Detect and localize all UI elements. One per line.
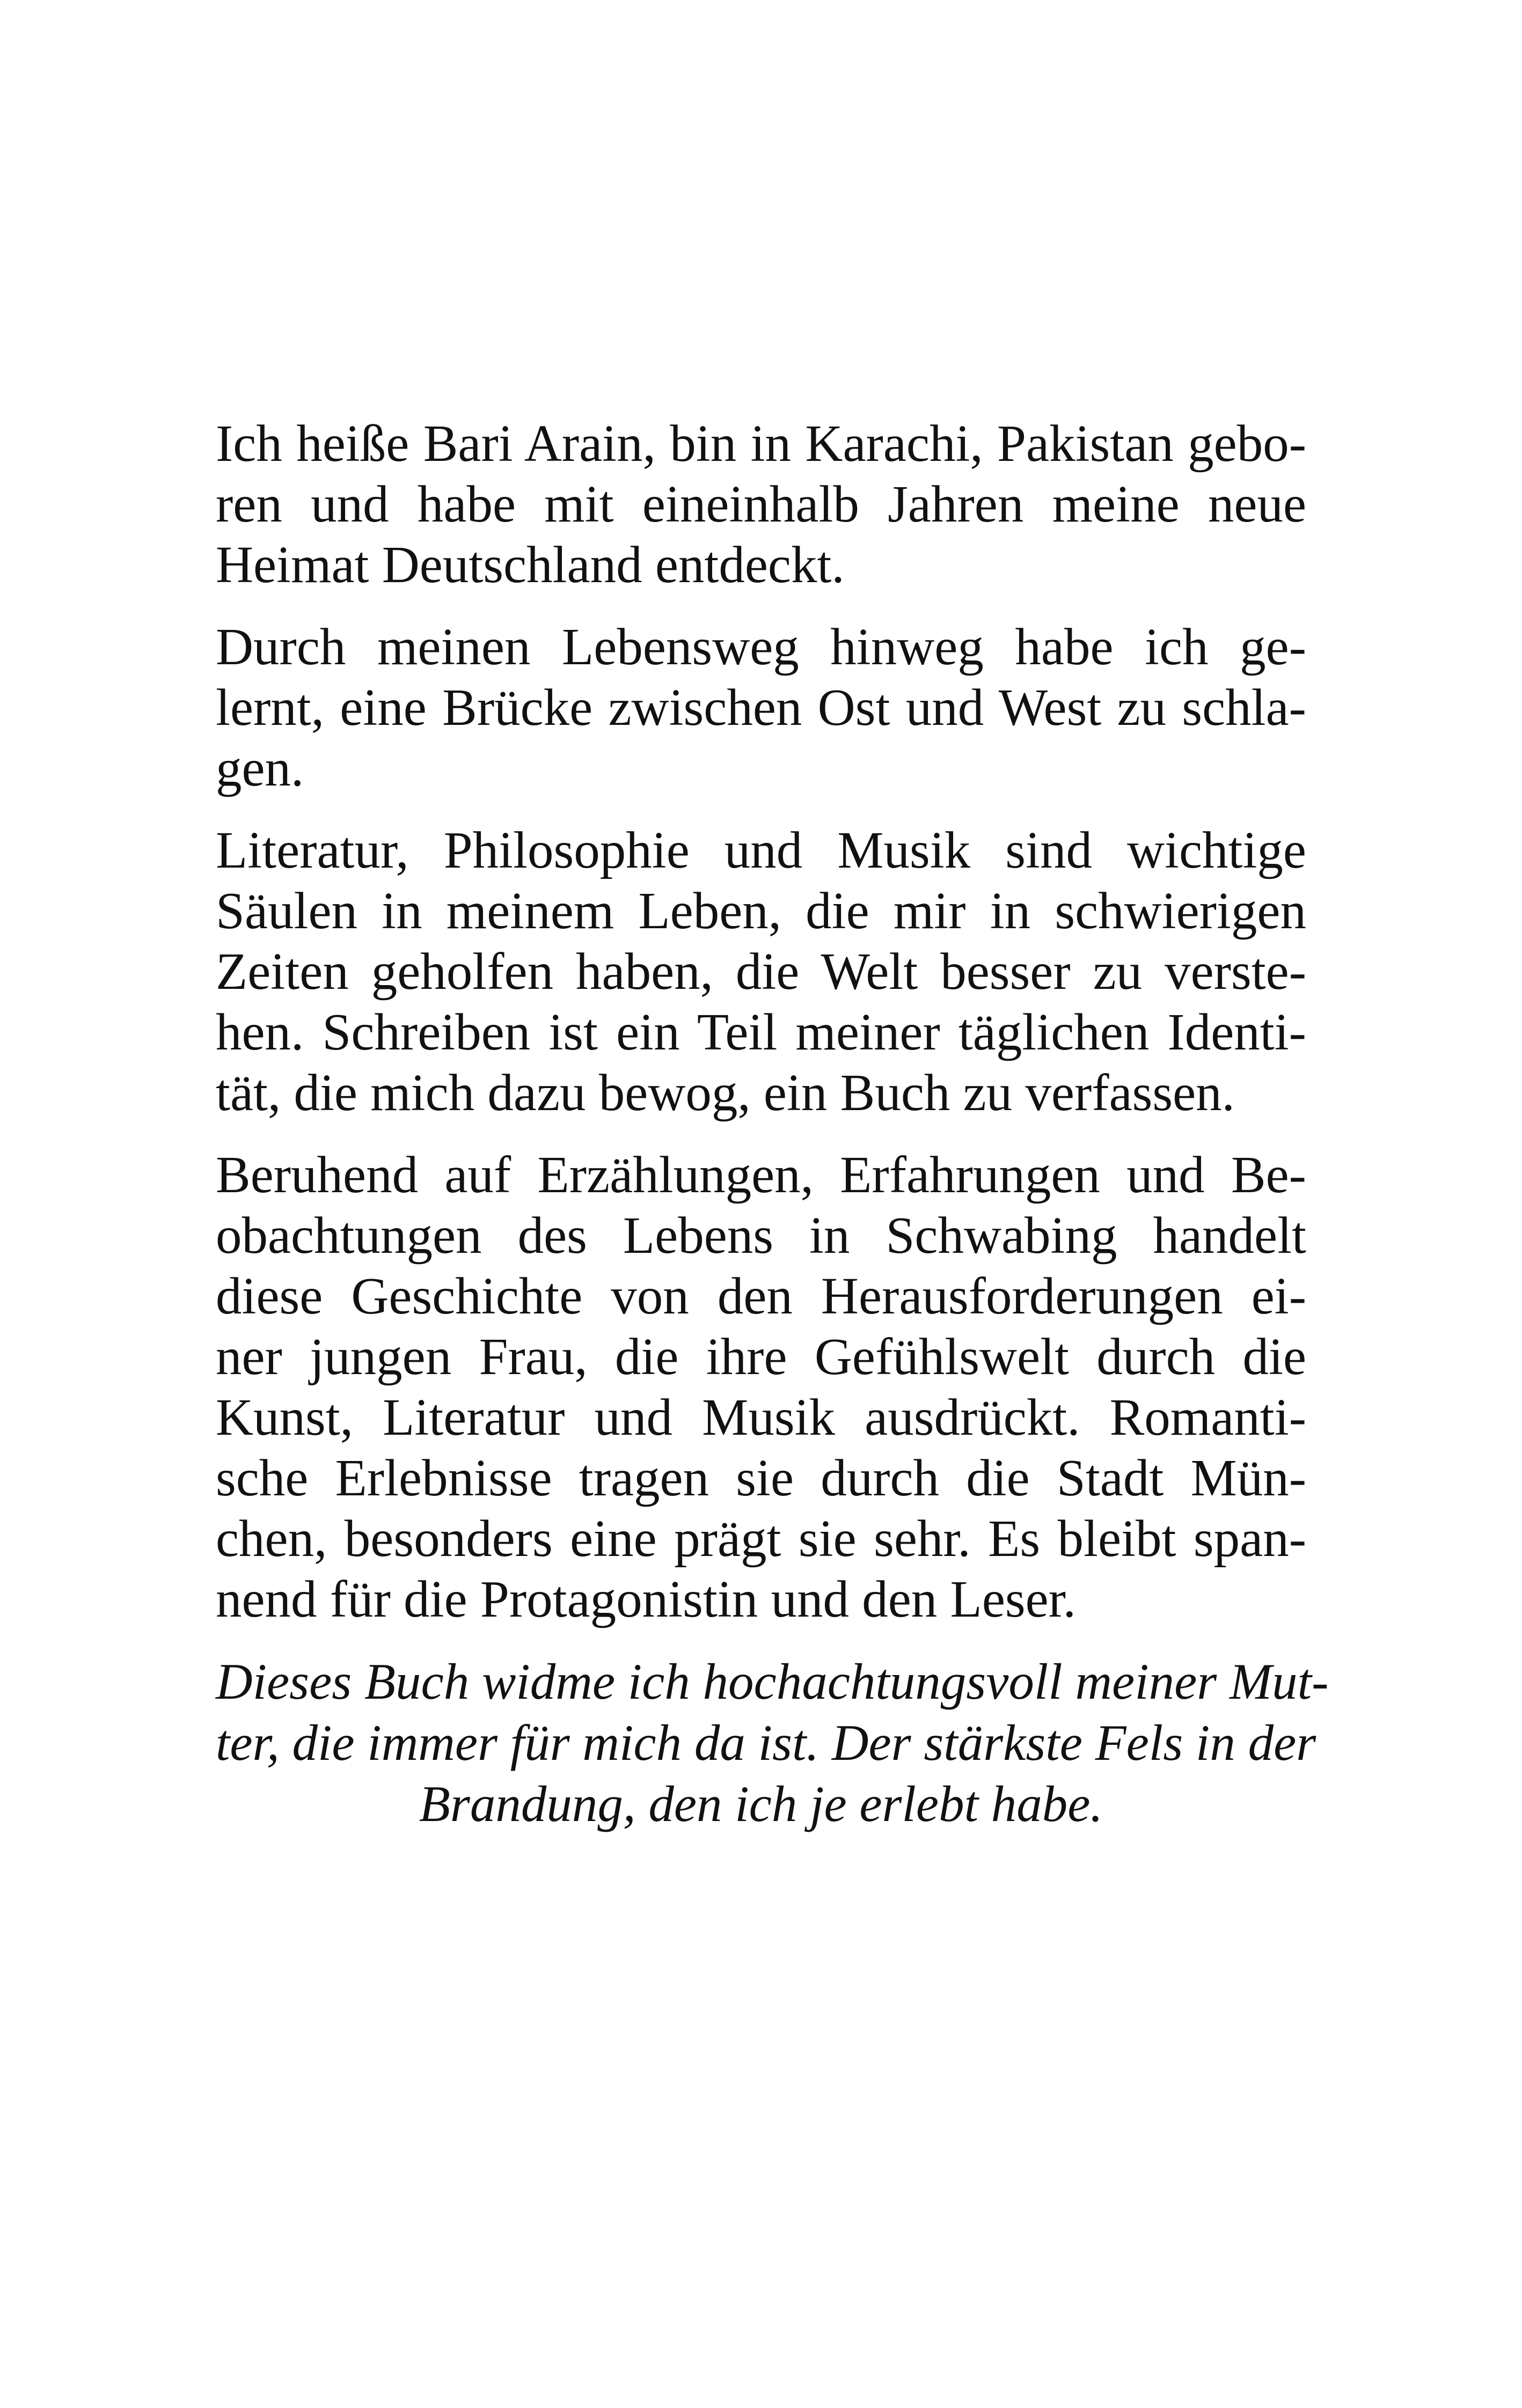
- text-line: Durch meinen Lebensweg hinweg habe ich ge-: [216, 618, 1306, 676]
- dedication-line: Brandung, den ich je erlebt habe.: [419, 1775, 1103, 1832]
- text-line: obachtungen des Lebens in Schwabing handelt: [216, 1207, 1306, 1264]
- text-line: Beruhend auf Erzählungen, Erfahrungen und Be-: [216, 1146, 1306, 1203]
- paragraph-bridge: [216, 616, 1306, 798]
- text-line: Literatur, Philosophie und Musik sind wichtige: [216, 821, 1306, 879]
- text-line: gen.: [216, 739, 304, 797]
- paragraph-story: [216, 1144, 1306, 1629]
- text-line: sche Erlebnisse tragen sie durch die Stadt Mün-: [216, 1449, 1306, 1507]
- dedication-line: Dieses Buch widme ich hochachtungsvoll meiner Mut-: [216, 1653, 1329, 1710]
- text-line: chen, besonders eine prägt sie sehr. Es bleibt span-: [216, 1510, 1306, 1567]
- body-text: [216, 413, 1329, 1834]
- text-line: diese Geschichte von den Herausforderungen ei-: [216, 1267, 1306, 1325]
- paragraph-author-intro: [216, 413, 1306, 595]
- paragraph-literature: [216, 820, 1306, 1123]
- text-line: ner jungen Frau, die ihre Gefühlswelt durch die: [216, 1328, 1306, 1385]
- text-line: Zeiten geholfen haben, die Welt besser zu verste-: [216, 943, 1306, 1000]
- text-line: Heimat Deutschland entdeckt.: [216, 536, 845, 593]
- text-line: lernt, eine Brücke zwischen Ost und West zu schla-: [216, 679, 1306, 736]
- text-line: Säulen in meinem Leben, die mir in schwierigen: [216, 882, 1306, 939]
- text-line: Ich heiße Bari Arain, bin in Karachi, Pakistan gebo-: [216, 415, 1306, 472]
- text-line: nend für die Protagonistin und den Leser.: [216, 1570, 1076, 1628]
- text-line: tät, die mich dazu bewog, ein Buch zu verfassen.: [216, 1064, 1235, 1121]
- dedication-line: ter, die immer für mich da ist. Der stärkste Fels in der: [216, 1714, 1316, 1771]
- dedication: [216, 1651, 1329, 1834]
- text-line: hen. Schreiben ist ein Teil meiner täglichen Identi-: [216, 1003, 1306, 1061]
- text-line: Kunst, Literatur und Musik ausdrückt. Romanti-: [216, 1389, 1306, 1446]
- text-line: ren und habe mit eineinhalb Jahren meine neue: [216, 475, 1306, 533]
